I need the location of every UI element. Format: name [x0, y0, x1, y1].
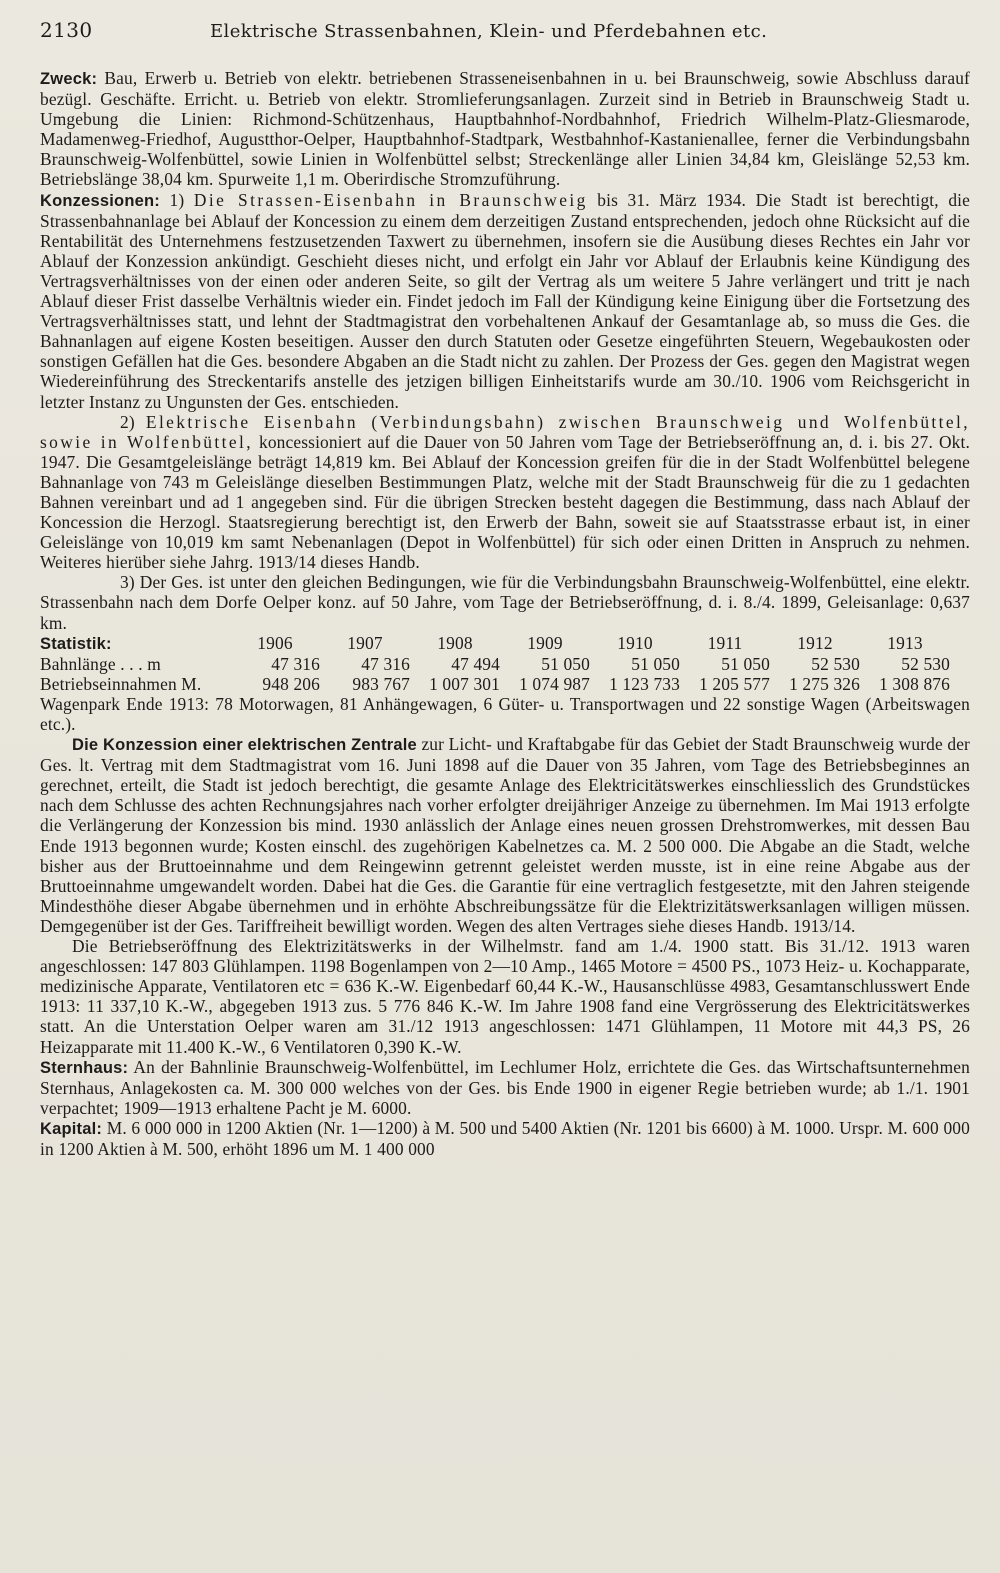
konzession-1-title: Die Strassen-Eisenbahn in Braunschweig: [193, 189, 588, 210]
table-cell: 52 530: [901, 653, 950, 674]
year-cell: 1908: [437, 632, 473, 653]
kapital-label: Kapital:: [40, 1119, 103, 1138]
year-cell: 1909: [527, 632, 563, 653]
table-cell: 948 206: [262, 673, 320, 694]
table-cell: 51 050: [631, 653, 680, 674]
wagenpark-paragraph: [40, 694, 970, 734]
row-label: Betriebseinnahmen M.: [40, 673, 202, 694]
konzession-3-text: 3) Der Ges. ist unter den gleichen Bedingungen, wie für die Verbindungsbahn Braunschweig-Wolfenbüttel, eine elektr. Strassenbahn nach dem Dorfe Oelper konz. auf 50 Jahre, vom Tage der Betriebseröffnung, d. i. 8./4. 1899, Geleisanlage: 0,637 km.: [40, 572, 970, 633]
year-cell: 1913: [887, 632, 923, 653]
zentrale-label: Die Konzession einer elektrischen Zentrale: [72, 736, 417, 755]
konzessionen-paragraph-1: [40, 190, 970, 412]
statistik-table: [40, 633, 970, 694]
konzession-2-number: 2): [120, 411, 135, 432]
sternhaus-text: An der Bahnlinie Braunschweig-Wolfenbüttel, im Lechlumer Holz, errichtete die Ges. das Wirtschaftsunternehmen Sternhaus, Anlagekosten ca. M. 300 000 welches von der Ges. bis Ende 1900 in eigener Regie betrieben wurde; ab 1./1. 1901 verpachtet; 1909—1913 erhaltene Pacht je M. 6000.: [40, 1056, 970, 1118]
year-cell: 1910: [617, 632, 653, 653]
statistik-year-row: [40, 633, 970, 654]
konzessionen-paragraph-3: [40, 572, 970, 632]
elektrizitaetswerk-paragraph: [40, 936, 970, 1057]
year-cell: 1911: [707, 632, 743, 653]
sternhaus-label: Sternhaus:: [40, 1058, 129, 1077]
table-cell: 47 494: [451, 653, 500, 674]
konzession-1-text: bis 31. März 1934. Die Stadt ist berechtigt, die Strassenbahnanlage bei Ablauf der Koncession zu einem dem derzeitigen Zustand entsprechenden, jedoch ohne Rücksicht auf die Rentabilität des Unternehmens festzusetzenden Taxwert zu übernehmen, insofern sie die Ausübung dieses Rechtes ein Jahr vor Ablauf der Konzession ankündigt. Geschieht dieses nicht, und erfolgt ein Jahr vor Ablauf der Erlaubnis keine Kündigung des Vertragsverhältnisses von der einen oder anderen Seite, so gilt der Vertrag als um weitere 5 Jahre verlängert und tritt je nach Ablauf dieser Frist dasselbe Verhältnis wieder ein. Findet jedoch im Fall der Kündigung keine Einigung über die Fortsetzung des Vertragsverhältnisses statt, und lehnt der Stadtmagistrat den vorbehaltenen Ankauf der Gesamtanlage ab, so muss die Ges. die Bahnanlagen auf eigene Kosten beseitigen. Ausser den durch Statuten oder Gesetze eingeführten Steuern, Wegebaukosten oder sonstigen Gefällen hat die Ges. besondere Abgaben an die Stadt nicht zu zahlen. Der Prozess der Ges. gegen den Magistrat wegen Wiedereinführung des Streckentarifs anstelle des jetzigen billigen Einheitstarifs wurde am 30./10. 1906 vom Reichsgericht in letzter Instanz zu Ungunsten der Ges. entschieden.: [40, 189, 971, 412]
running-header: [40, 18, 970, 58]
year-cell: 1907: [347, 632, 383, 653]
wagenpark-text: Wagenpark Ende 1913: 78 Motorwagen, 81 Anhängewagen, 6 Güter- u. Transportwagen und 22 sonstige Wagen (Arbeitswagen etc.).: [40, 693, 970, 734]
article-body: [40, 68, 970, 1159]
konzession-2-text: koncessioniert auf die Dauer von 50 Jahren vom Tage der Betriebseröffnung an, d. i. bis 27. Okt. 1947. Die Gesamtgeleislänge beträgt 14,819 km. Bei Ablauf der Koncession greifen für die in der Stadt Wolfenbüttel belegene Bahnanlage von 743 m Geleislänge dieselben Bestimmungen Platz, welche mit der Stadt Braunschweig für die zu 1 gedachten Bahnen vereinbart und ad 1 angegeben sind. Für die übrigen Strecken besteht dagegen die Bestimmung, dass nach Ablauf der Koncession die Herzogl. Staatsregierung berechtigt ist, den Erwerb der Bahn, soweit sie auf Staatsstrasse erbaut ist, in einer Geleislänge von 10,019 km samt Nebenanlagen (Depot in Wolfenbüttel) für sich oder einen Dritten in Anspruch zu nehmen. Weiteres hierüber siehe Jahrg. 1913/14 dieses Handb.: [40, 431, 970, 573]
kapital-text: M. 6 000 000 in 1200 Aktien (Nr. 1—1200) à M. 500 und 5400 Aktien (Nr. 1201 bis 6600) à M. 1000. Urspr. M. 600 000 in 1200 Aktien à M. 500, erhöht 1896 um M. 1 400 000: [40, 1117, 970, 1159]
table-cell: 47 316: [361, 653, 410, 674]
konzessionen-label: Konzessionen:: [40, 191, 160, 210]
table-cell: 1 275 326: [789, 673, 860, 694]
table-cell: 51 050: [541, 653, 590, 674]
zentrale-paragraph: [40, 734, 970, 936]
konzession-2-title: Elektrische Eisenbahn (Verbindungsbahn) zwischen Braunschweig und Wolfenbüttel, sowie in Wolfenbüttel,: [40, 411, 970, 452]
table-cell: 1 074 987: [519, 673, 590, 694]
zweck-paragraph: [40, 68, 970, 190]
running-title: Elektrische Strassenbahnen, Klein- und Pferdebahnen etc.: [210, 21, 768, 42]
table-cell: 1 308 876: [879, 673, 950, 694]
table-cell: 1 007 301: [429, 673, 500, 694]
table-cell: 983 767: [352, 673, 410, 694]
konzession-1-number: 1): [169, 189, 185, 210]
row-label: Bahnlänge . . . m: [40, 653, 161, 674]
table-row: [40, 674, 970, 694]
statistik-label: Statistik:: [40, 634, 112, 653]
table-cell: 52 530: [811, 653, 860, 674]
konzessionen-paragraph-2: [40, 412, 970, 573]
table-cell: 51 050: [721, 653, 770, 674]
year-cell: 1912: [797, 632, 833, 653]
kapital-paragraph: [40, 1118, 970, 1159]
zweck-label: Zweck:: [40, 70, 98, 88]
page-number: 2130: [40, 18, 93, 42]
table-cell: 1 205 577: [699, 673, 770, 694]
table-cell: 47 316: [271, 653, 320, 674]
year-cell: 1906: [257, 632, 293, 653]
table-row: [40, 654, 970, 674]
table-cell: 1 123 733: [609, 673, 680, 694]
zweck-text: Bau, Erwerb u. Betrieb von elektr. betriebenen Strasseneisenbahnen in u. bei Braunschweig, sowie Abschluss darauf bezügl. Geschäfte. Erricht. u. Betrieb von elektr. Stromlieferungsanlagen. Zurzeit sind in Betrieb in Braunschweig Stadt u. Umgebung die Linien: Richmond-Schützenhaus, Hauptbahnhof-Nordbahnhof, Friedrich Wilhelm-Platz-Gliesmarode, Madamenweg-Friedhof, Augustthor-Oelper, Hauptbahnhof-Stadtpark, Westbahnhof-Kastanienallee, ferner die Verbindungsbahn Braunschweig-Wolfenbüttel, sowie Linien in Wolfenbüttel selbst; Streckenlänge aller Linien 34,84 km, Gleislänge 52,53 km. Betriebslänge 38,04 km. Spurweite 1,1 m. Oberirdische Stromzuführung.: [40, 68, 970, 190]
zentrale-text: zur Licht- und Kraftabgabe für das Gebiet der Stadt Braunschweig wurde der Ges. lt. Vertrag mit dem Stadtmagistrat vom 16. Juni 1898 auf die Dauer von 35 Jahren, vom Tage des Betriebsbeginnes an gerechnet, erteilt, die Stadt ist jedoch berechtigt, die gesamte Anlage des Elektricitätswerkes einschliesslich des Grundstückes nach dem Schlusse des achten Rechnungsjahres nach vorher erfolgter dreijähriger Anzeige zu übernehmen. Im Mai 1913 erfolgte die Verlängerung der Konzession bis mind. 1930 anlässlich der Anlage eines neuen grossen Drehstromwerkes, mit dessen Bau Ende 1913 begonnen wurde; Kosten einschl. des zugehörigen Kabelnetzes ca. M. 2 500 000. Die Abgabe an die Stadt, welche bisher aus der Bruttoeinnahme und dem Reingewinn getrennt geleistet werden musste, ist in eine reine Abgabe aus der Bruttoeinnahme umgewandelt worden. Dabei hat die Ges. die Garantie für eine vertraglich festgesetzte, mit den Jahren steigende Mindesthöhe dieser Abgabe übernehmen und in erhöhte Abschreibungssätze für die Elektrizitätswerksanlagen willigen müssen. Demgegenüber ist der Ges. Tariffreiheit bewilligt worden. Wegen des alten Vertrages siehe dieses Handb. 1913/14.: [40, 734, 970, 936]
elektrizitaetswerk-text: Die Betriebseröffnung des Elektrizitätswerks in der Wilhelmstr. fand am 1./4. 1900 statt. Bis 31./12. 1913 waren angeschlossen: 147 803 Glühlampen. 1198 Bogenlampen von 2—10 Amp., 1465 Motore = 4500 PS., 1073 Heiz- u. Kochapparate, medizinische Apparate, Ventilatoren etc = 636 K.-W. Eigenbedarf 60,44 K.-W., Hausanschlüsse 4983, Gesamtanschlusswert Ende 1913: 11 337,10 K.-W., abgegeben 1913 zus. 5 776 846 K.-W. Im Jahre 1908 fand eine Vergrösserung des Elektricitätswerkes statt. An die Unterstation Oelper waren am 31./12 1913 angeschlossen: 1471 Glühlampen, 11 Motore mit 44,3 PS, 26 Heizapparate mit 11.400 K.-W., 6 Ventilatoren 0,390 K.-W.: [40, 936, 970, 1057]
sternhaus-paragraph: [40, 1057, 970, 1118]
